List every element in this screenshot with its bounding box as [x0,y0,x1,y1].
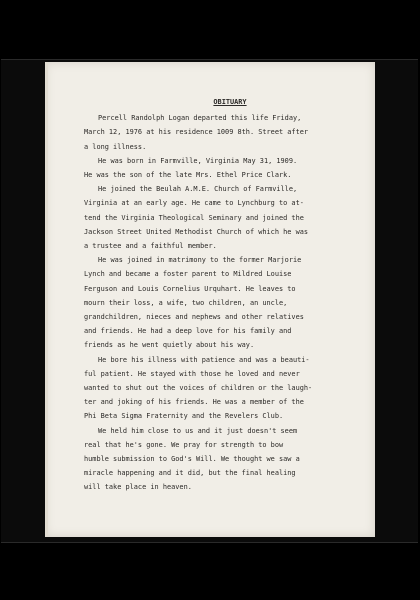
text-line: He was the son of the late Mrs. Ethel Price Clark. [84,171,292,180]
text-line: will take place in heaven. [84,483,192,492]
text-line: and friends. He had a deep love for his family and [84,327,292,336]
text-line: real that he's gone. We pray for strength to bow [84,440,284,449]
document-title: OBITUARY [213,98,247,106]
text-line: He bore his illness with patience and was a beauti- [98,355,310,364]
text-line: tend the Virginia Theological Seminary and joined the [84,213,304,222]
text-line: Virginia at an early age. He came to Lynchburg to at- [84,199,304,208]
text-line: Ferguson and Louis Cornelius Urquhart. He leaves to [84,284,296,293]
text-line: humble submission to God's Will. We thought we saw a [84,455,300,464]
text-line: He was born in Farmville, Virginia May 31, 1909. [98,156,298,165]
text-line: ful patient. He stayed with those he loved and never [84,369,300,378]
text-line: mourn their loss, a wife, two children, an uncle, [84,298,288,307]
obituary-text [84,95,366,495]
text-line: He joined the Beulah A.M.E. Church of Farmville, [98,185,298,194]
obituary-lines [84,111,366,494]
text-line: Jackson Street United Methodist Church of which he was [84,227,309,236]
text-line: friends as he went quietly about his way. [84,341,255,350]
text-line: grandchildren, nieces and nephews and other relatives [84,313,304,322]
text-line: We held him close to us and it just doesn't seem [98,426,298,435]
text-line: a trustee and a faithful member. [84,242,217,251]
text-line: Percell Randolph Logan departed this life Friday, [98,114,302,123]
text-line: Phi Beta Sigma Fraternity and the Revelers Club. [84,412,284,421]
text-line: He was joined in matrimony to the former Marjorie [98,256,302,265]
paper-edge [45,62,48,537]
text-line: Lynch and became a foster parent to Mildred Louise [84,270,292,279]
text-line: a long illness. [84,142,147,151]
text-line: miracle happening and it did, but the final healing [84,469,296,478]
text-line: March 12, 1976 at his residence 1009 8th. Street after [84,128,309,137]
text-line: wanted to shut out the voices of children or the laugh- [84,384,313,393]
text-line: ter and joking of his friends. He was a member of the [84,398,304,407]
